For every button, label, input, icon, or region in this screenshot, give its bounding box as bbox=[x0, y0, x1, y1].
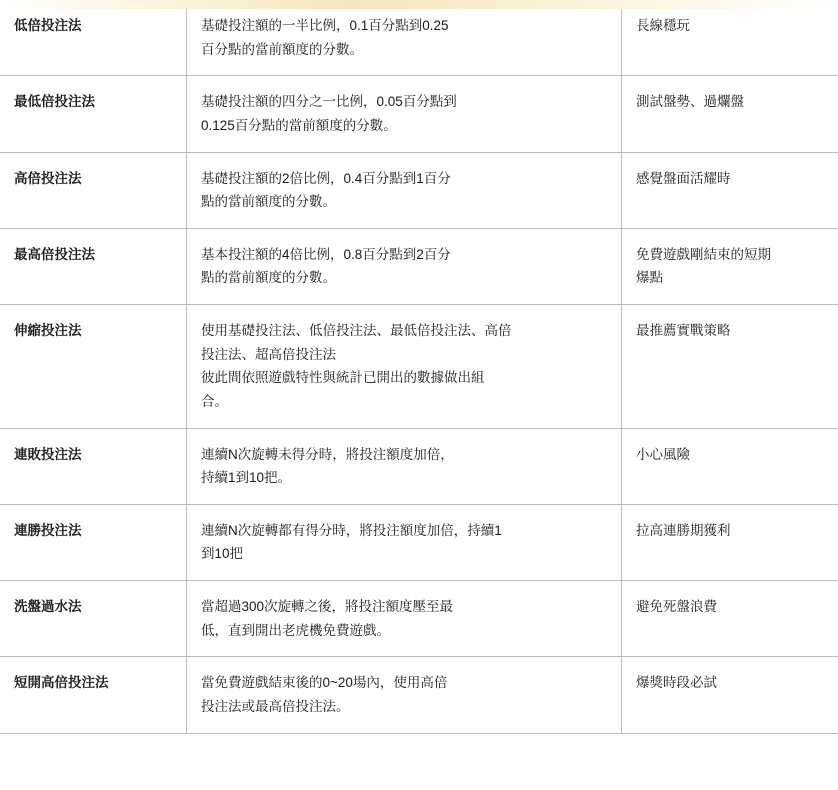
method-note bbox=[622, 657, 838, 733]
method-note bbox=[622, 76, 838, 152]
method-description bbox=[187, 428, 622, 504]
method-description bbox=[187, 657, 622, 733]
method-note bbox=[622, 581, 838, 657]
method-description bbox=[187, 504, 622, 580]
description-line: 到10把 bbox=[201, 546, 244, 562]
note-line: 拉高連勝期獲利 bbox=[636, 522, 731, 538]
description-line: 持續1到10把。 bbox=[201, 470, 292, 486]
description-line: 基礎投注額的四分之一比例，0.05百分點到 bbox=[201, 94, 457, 110]
method-note bbox=[622, 428, 838, 504]
description-line: 使用基礎投注法、低倍投注法、最低倍投注法、高倍 bbox=[201, 323, 512, 338]
note-line: 小心風險 bbox=[636, 446, 690, 462]
note-line: 長線穩玩 bbox=[636, 18, 690, 33]
method-description bbox=[187, 581, 622, 657]
method-note bbox=[622, 228, 838, 304]
method-description bbox=[187, 76, 622, 152]
table-row bbox=[0, 0, 838, 76]
description-line: 當免費遊戲結束後的0~20場內，使用高倍 bbox=[201, 675, 448, 691]
method-description bbox=[187, 152, 622, 228]
description-line: 點的當前額度的分數。 bbox=[201, 270, 336, 286]
method-description bbox=[187, 228, 622, 304]
table-row bbox=[0, 228, 838, 304]
method-note bbox=[622, 305, 838, 429]
note-line: 免費遊戲剛結束的短期 bbox=[636, 246, 771, 262]
method-note bbox=[622, 0, 838, 76]
method-note bbox=[622, 152, 838, 228]
note-line: 最推薦實戰策略 bbox=[636, 323, 731, 338]
method-name: 連勝投注法 bbox=[0, 504, 187, 580]
method-note bbox=[622, 504, 838, 580]
description-line: 彼此間依照遊戲特性與統計已開出的數據做出組 bbox=[201, 370, 485, 386]
method-name: 連敗投注法 bbox=[0, 428, 187, 504]
description-line: 百分點的當前額度的分數。 bbox=[201, 41, 363, 57]
method-description bbox=[187, 305, 622, 429]
method-name: 短開高倍投注法 bbox=[0, 657, 187, 733]
description-line: 基礎投注額的一半比例，0.1百分點到0.25 bbox=[201, 18, 449, 33]
note-line: 避免死盤浪費 bbox=[636, 599, 717, 614]
description-line: 投注法或最高倍投注法。 bbox=[201, 698, 350, 714]
table-row bbox=[0, 152, 838, 228]
method-description bbox=[187, 0, 622, 76]
note-line: 測試盤勢、過爛盤 bbox=[636, 94, 744, 110]
method-name: 洗盤過水法 bbox=[0, 581, 187, 657]
note-line: 感覺盤面活耀時 bbox=[636, 170, 731, 186]
note-line: 爆獎時段必試 bbox=[636, 675, 717, 691]
method-name: 最高倍投注法 bbox=[0, 228, 187, 304]
table-row bbox=[0, 76, 838, 152]
description-line: 連續N次旋轉未得分時，將投注額度加倍， bbox=[201, 446, 454, 462]
description-line: 投注法、超高倍投注法 bbox=[201, 346, 336, 362]
table-row bbox=[0, 504, 838, 580]
description-line: 當超過300次旋轉之後，將投注額度壓至最 bbox=[201, 599, 454, 614]
method-name: 伸縮投注法 bbox=[0, 305, 187, 429]
method-name: 高倍投注法 bbox=[0, 152, 187, 228]
description-line: 基礎投注額的2倍比例，0.4百分點到1百分 bbox=[201, 170, 451, 186]
description-line: 0.125百分點的當前額度的分數。 bbox=[201, 117, 397, 133]
description-line: 基本投注額的4倍比例，0.8百分點到2百分 bbox=[201, 246, 451, 262]
note-line: 爆點 bbox=[636, 270, 663, 286]
description-line: 點的當前額度的分數。 bbox=[201, 194, 336, 210]
method-name: 低倍投注法 bbox=[0, 0, 187, 76]
description-line: 低，直到開出老虎機免費遊戲。 bbox=[201, 622, 390, 638]
description-line: 連續N次旋轉都有得分時，將投注額度加倍，持續1 bbox=[201, 522, 502, 538]
table-row bbox=[0, 305, 838, 429]
description-line: 合。 bbox=[201, 393, 228, 409]
table-row bbox=[0, 581, 838, 657]
table-row bbox=[0, 657, 838, 733]
method-name: 最低倍投注法 bbox=[0, 76, 187, 152]
table-row bbox=[0, 428, 838, 504]
